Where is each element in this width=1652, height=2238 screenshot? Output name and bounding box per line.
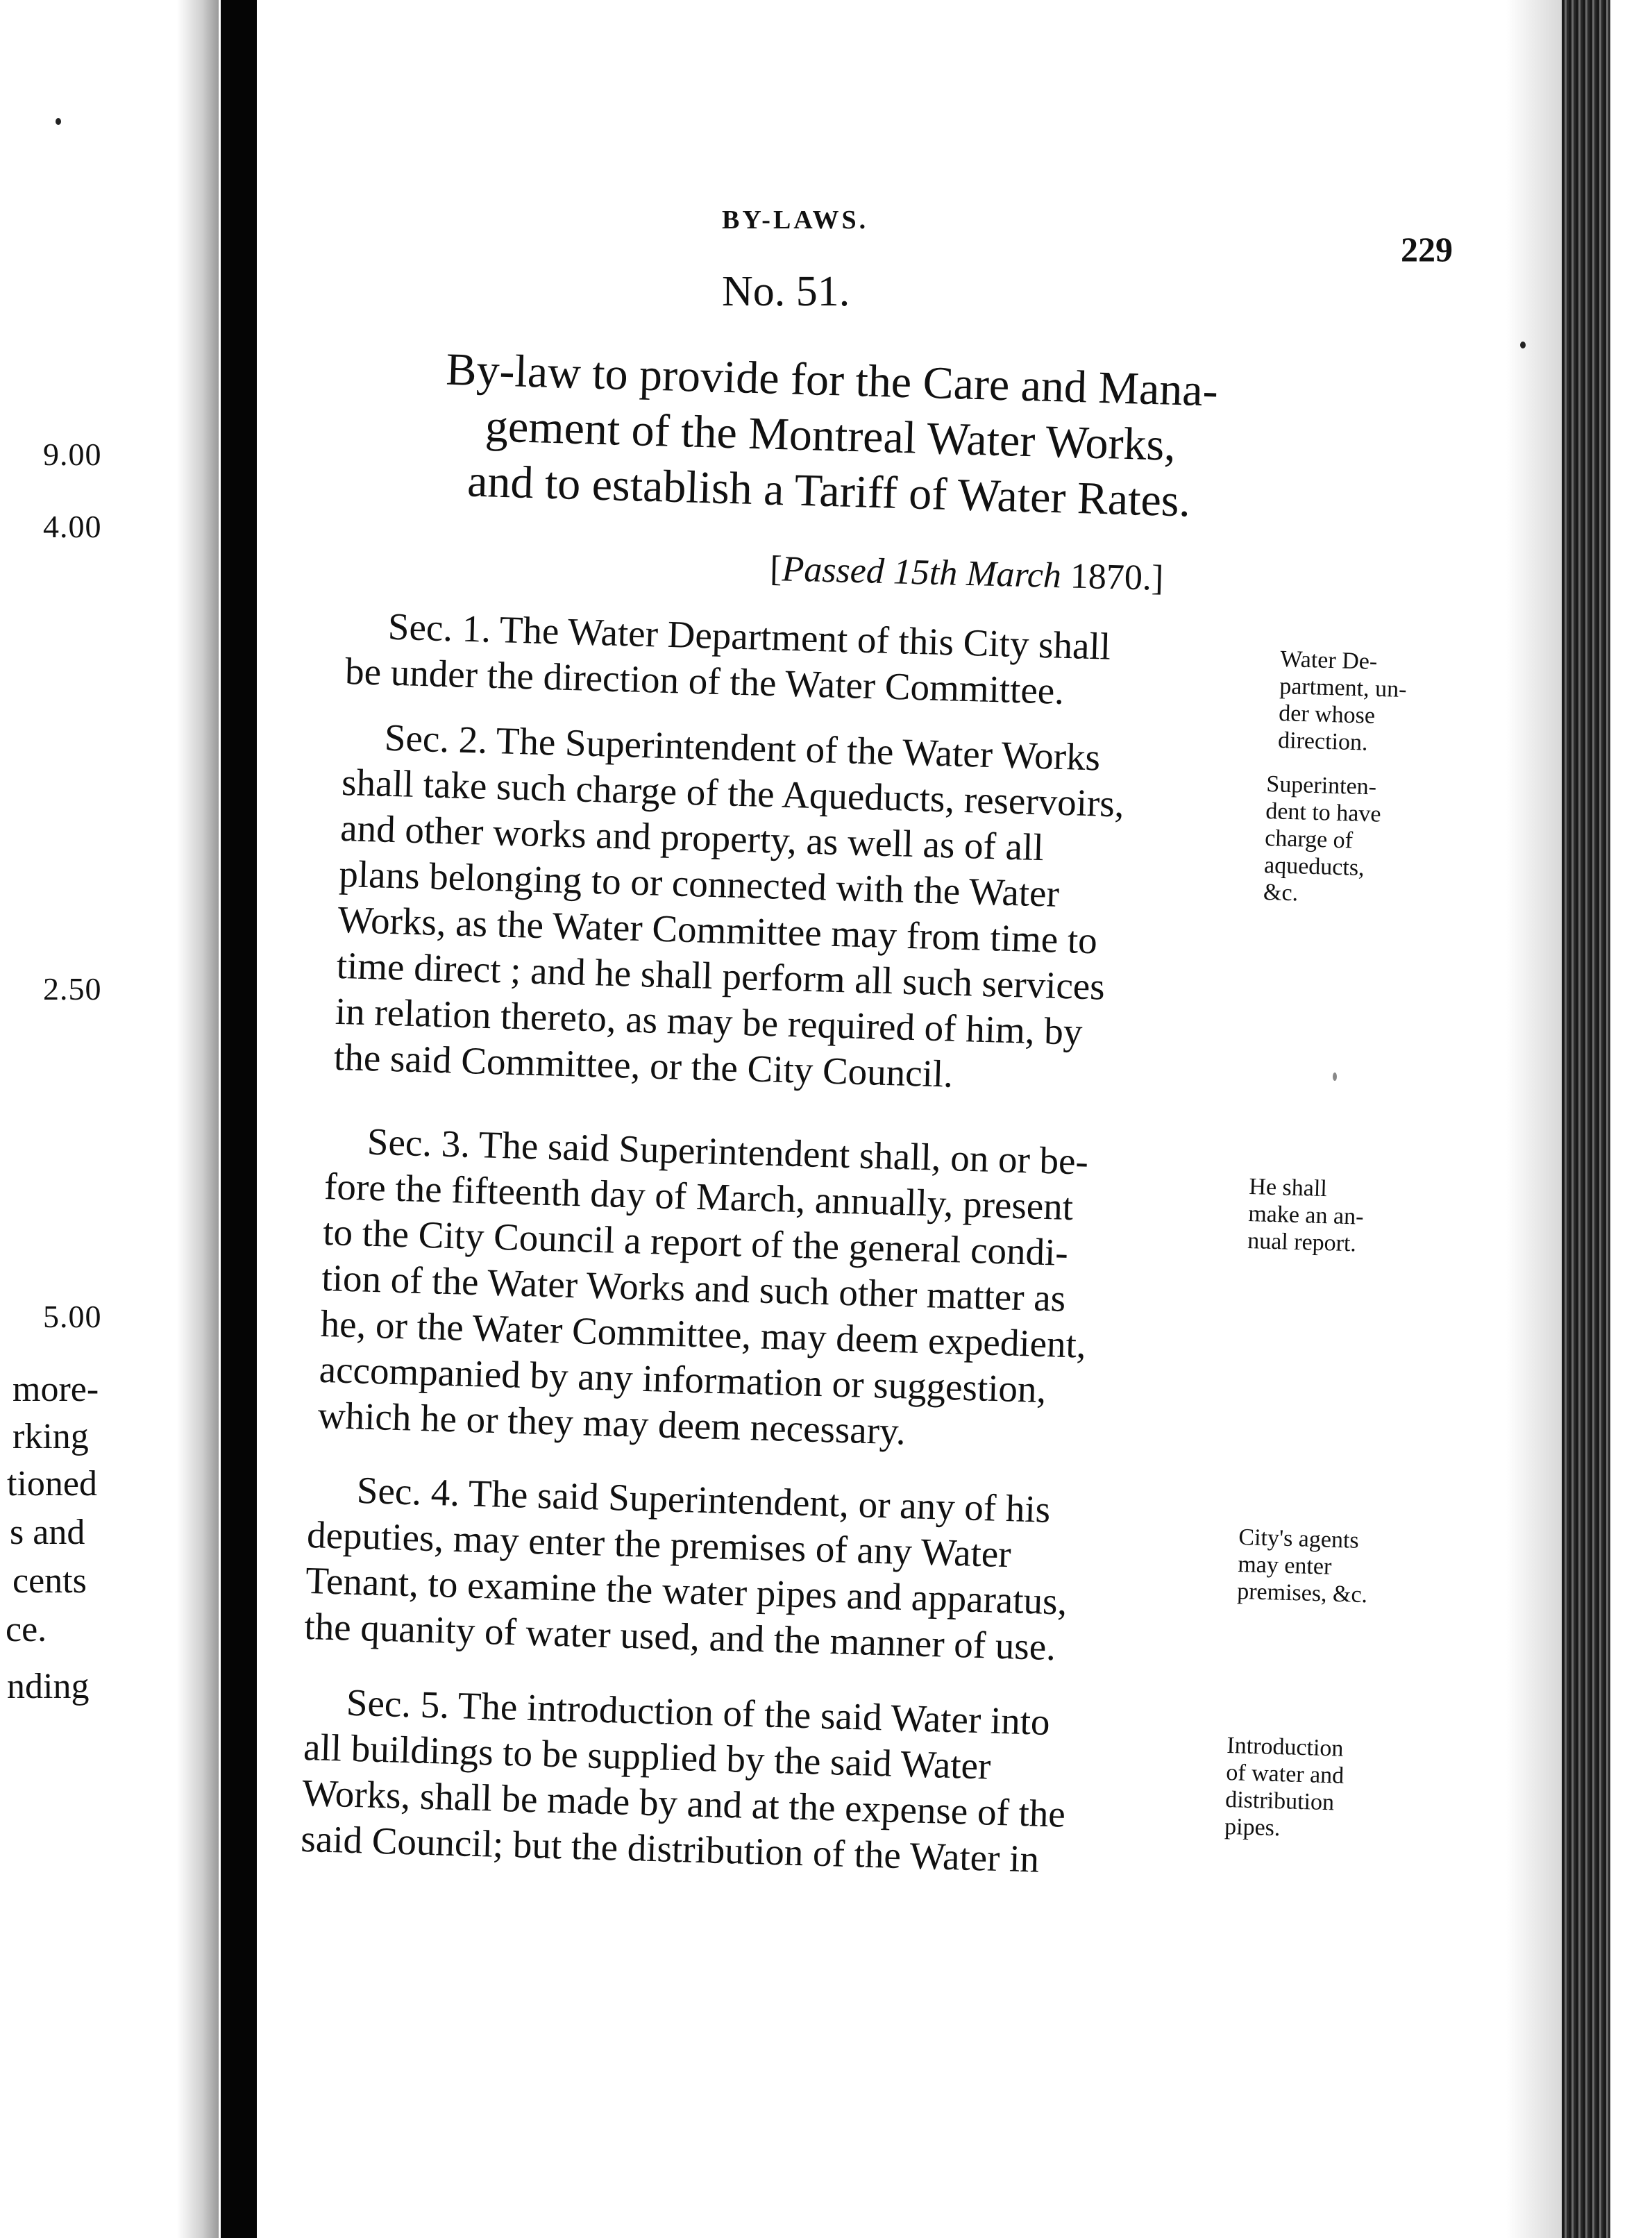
section-line: said Council; but the distribution of the Water in [300,1817,1040,1881]
left-margin-fragment: nding [7,1667,90,1706]
page-edge-shadow [1506,0,1562,2238]
margin-note-4 [1237,1524,1369,1608]
ink-speck [1333,1072,1337,1081]
left-margin-fragment: cents [12,1561,87,1601]
passed-year: 1870.] [1061,556,1164,598]
book-gutter [221,0,262,2238]
section-3 [317,1118,1235,1463]
section-2 [333,714,1252,1105]
title-line: gement of the Montreal Water Works, [484,401,1177,471]
section-line: tion of the Water Works and such other matter as [321,1256,1067,1320]
bylaw-number: No. 51. [722,268,850,315]
left-margin-number: 4.00 [43,509,102,544]
left-margin-number: 5.00 [43,1299,102,1334]
left-margin-fragment: s and [10,1513,85,1552]
margin-note-line: make an an- [1247,1200,1364,1230]
section-line: Sec. 4. The said Superintendent, or any of his [356,1468,1052,1531]
section-line: deputies, may enter the premises of any Water [306,1513,1012,1576]
section-line: in relation thereto, as may be required of him, by [335,989,1084,1053]
section-line: to the City Council a report of the general condi- [322,1210,1069,1274]
section-line: Works, shall be made by and at the expense of the [301,1771,1066,1835]
section-line: plans belonging to or connected with the Water [338,852,1060,915]
page-stack-edge [1562,0,1610,2238]
margin-note-5 [1224,1732,1345,1844]
passed-italic: Passed 15th March [781,549,1062,596]
margin-note-1 [1278,646,1408,757]
passed-bracket: [ [769,548,783,589]
page-number: 229 [1401,230,1453,269]
left-margin-fragment: more- [12,1370,99,1409]
margin-note-line: &c. [1263,879,1299,907]
section-line: and other works and property, as well as of all [339,806,1045,869]
section-line: the said Committee, or the City Council. [333,1035,954,1095]
section-line: all buildings to be supplied by the said Water [303,1725,992,1787]
section-line: he, or the Water Committee, may deem expedient, [319,1302,1087,1366]
margin-note-line: distribution [1224,1786,1335,1816]
section-line: Sec. 3. The said Superintendent shall, on or be- [366,1120,1089,1183]
margin-note-line: may enter [1237,1551,1332,1580]
margin-note-2 [1263,771,1383,909]
section-line: Sec. 5. The introduction of the said Water into [346,1681,1051,1743]
left-page-shadow [177,0,219,2238]
left-margin-number: 2.50 [43,971,102,1007]
section-5 [301,1678,1215,1887]
margin-note-line: nual report. [1247,1227,1357,1257]
margin-note-line: Water De- [1279,646,1378,675]
ink-speck [1520,342,1526,348]
section-line: Sec. 1. The Water Department of this City shall [387,605,1111,668]
margin-note-line: der whose [1278,700,1376,729]
running-head: BY-LAWS. [722,205,869,235]
margin-note-line: pipes. [1224,1813,1281,1842]
margin-note-3 [1247,1173,1365,1258]
margin-note-line: partment, un- [1279,673,1407,703]
section-line: time direct ; and he shall perform all such services [336,943,1106,1008]
title-line: and to establish a Tariff of Water Rates. [466,455,1192,527]
section-line: which he or they may deem necessary. [317,1393,907,1453]
margin-note-line: Superinten- [1265,771,1377,800]
margin-note-line: dent to have [1265,798,1381,827]
bylaw-title [377,340,1283,532]
left-page [0,0,229,2238]
section-line: Tenant, to examine the water pipes and apparatus, [305,1558,1068,1623]
section-line: be under the direction of the Water Committee. [344,649,1065,712]
left-margin-fragment: rking [12,1417,89,1456]
section-line: fore the fifteenth day of March, annually, present [323,1164,1074,1229]
section-line: accompanied by any information or suggestion, [319,1347,1047,1411]
ink-speck [56,118,61,125]
left-margin-fragment: ce. [6,1610,47,1649]
margin-note-line: direction. [1277,727,1368,756]
right-page [257,0,1610,2238]
section-line: Sec. 2. The Superintendent of the Water Works [384,716,1101,779]
margin-note-line: He shall [1248,1173,1328,1202]
margin-note-line: aqueducts, [1263,852,1365,881]
margin-note-line: City's agents [1238,1524,1360,1554]
margin-note-line: Introduction [1226,1732,1344,1762]
section-line: the quanity of water used, and the manner of use. [303,1604,1056,1669]
left-margin-number: 9.00 [43,437,102,472]
section-4 [304,1466,1218,1674]
section-line: Works, as the Water Committee may from time to [337,898,1098,962]
left-margin-fragment: tioned [7,1464,97,1504]
margin-note-line: premises, &c. [1236,1578,1368,1608]
title-line: By-law to provide for the Care and Mana- [445,344,1219,417]
margin-note-line: of water and [1225,1759,1345,1789]
margin-note-line: charge of [1264,825,1354,854]
section-line: shall take such charge of the Aqueducts, reservoirs, [341,760,1125,825]
